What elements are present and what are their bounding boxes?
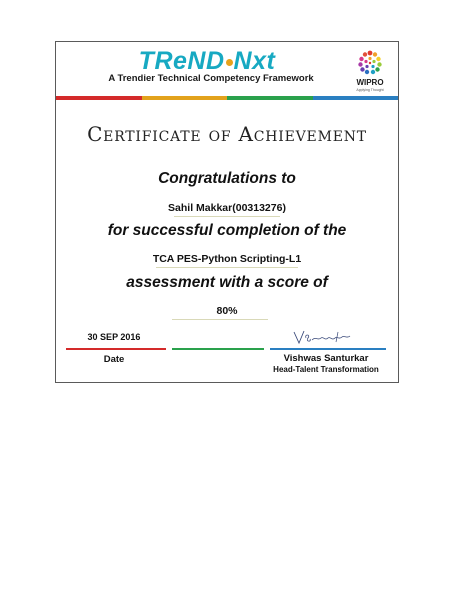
wipro-flower-icon (348, 48, 392, 80)
certificate-title: Certificate of Achievement (87, 122, 367, 146)
signer-role: Head-Talent Transformation (273, 365, 379, 374)
logo-text-left: TReND (138, 47, 225, 75)
date-value: 30 SEP 2016 (87, 332, 141, 342)
certificate (55, 41, 399, 383)
wipro-tagline: Applying Thought (356, 88, 384, 92)
wipro-logo (348, 48, 392, 98)
score-value: 80% (216, 305, 238, 317)
stripe-blue (313, 96, 399, 100)
middle-line (172, 348, 264, 350)
recipient-name: Sahil Makkar(00313276) (168, 202, 286, 214)
color-stripe (56, 96, 398, 100)
stripe-green (227, 96, 313, 100)
assessment-text: assessment with a score of (126, 274, 328, 291)
stripe-orange (142, 96, 228, 100)
congrats-text: Congratulations to (158, 170, 296, 187)
signature-line (270, 348, 386, 350)
course-name: TCA PES-Python Scripting-L1 (152, 253, 302, 265)
recipient-underline (174, 216, 280, 217)
framework-tagline: A Trendier Technical Competency Framework (108, 73, 314, 84)
date-line (66, 348, 166, 350)
trendnxt-logo (131, 47, 283, 75)
logo-text-right: Nxt (233, 47, 276, 75)
score-underline (172, 319, 268, 320)
course-underline (156, 267, 298, 268)
date-label: Date (103, 354, 125, 365)
signature-image (292, 328, 354, 346)
wipro-name: WIPRO (356, 78, 384, 87)
signer-name: Vishwas Santurkar (283, 353, 369, 364)
stripe-red (56, 96, 142, 100)
completion-text: for successful completion of the (107, 222, 347, 239)
logo-dot-icon (226, 59, 233, 66)
